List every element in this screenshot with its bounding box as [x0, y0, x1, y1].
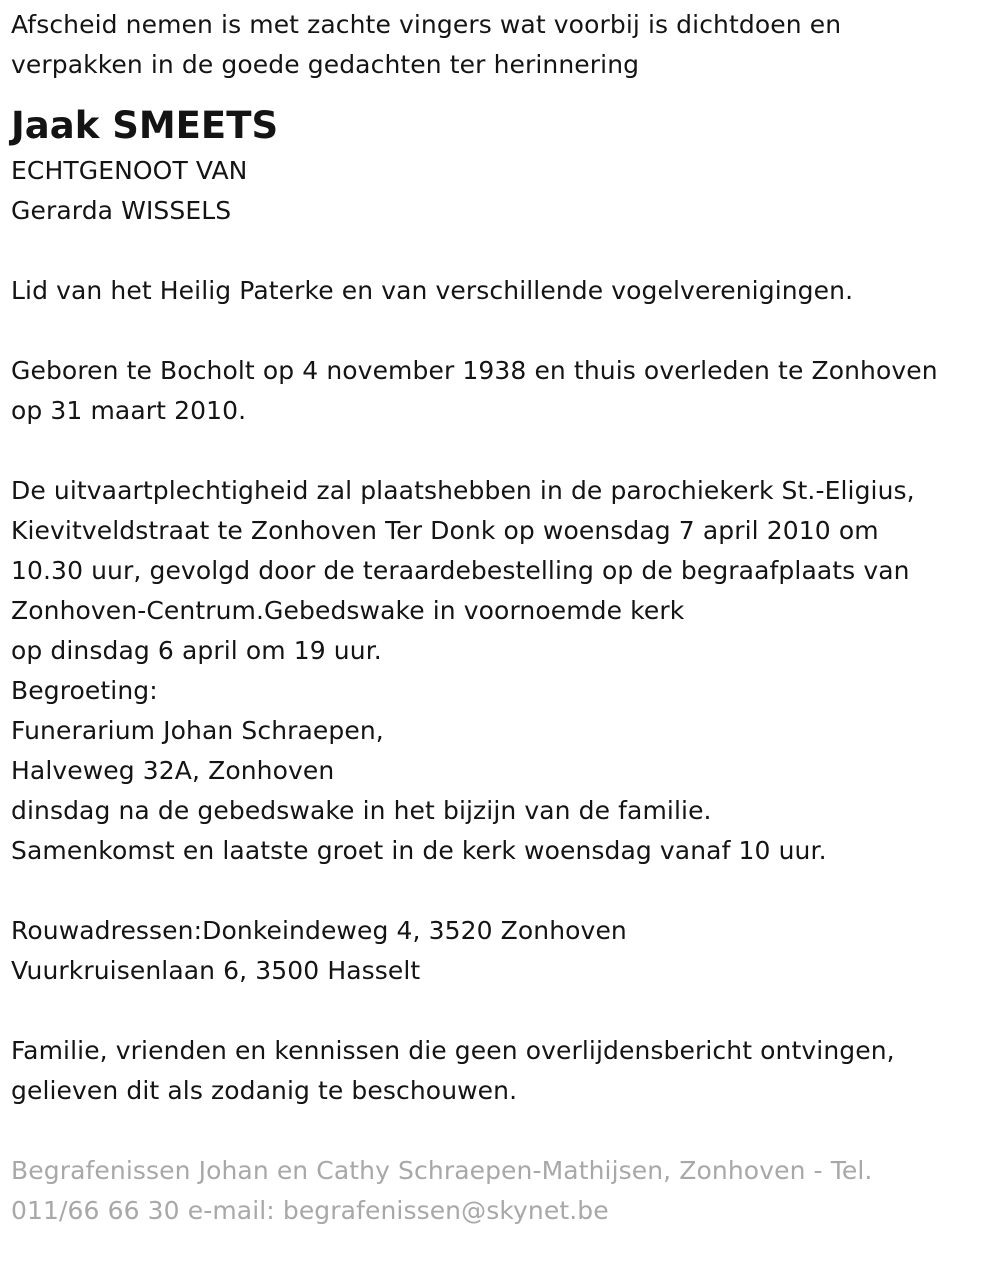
- birth-death-line: op 31 maart 2010.: [11, 396, 247, 425]
- membership-text: Lid van het Heilig Paterke en van verschillende vogelverenigingen.: [11, 276, 854, 305]
- ceremony-line: op dinsdag 6 april om 19 uur.: [11, 636, 382, 665]
- ceremony-line: Zonhoven-Centrum.Gebedswake in voornoemde kerk: [11, 596, 685, 625]
- ceremony-line: De uitvaartplechtigheid zal plaatshebben in de parochiekerk St.-Eligius,: [11, 476, 915, 505]
- ceremony-line: 10.30 uur, gevolgd door de teraardebestelling op de begraafplaats van: [11, 556, 910, 585]
- obituary-notice: [11, 0, 996, 1231]
- ceremony-line: Halveweg 32A, Zonhoven: [11, 756, 335, 785]
- intro-line: verpakken in de goede gedachten ter herinnering: [11, 50, 640, 79]
- footer-line: Begrafenissen Johan en Cathy Schraepen-Mathijsen, Zonhoven - Tel.: [11, 1156, 873, 1185]
- closing-line: Familie, vrienden en kennissen die geen overlijdensbericht ontvingen,: [11, 1036, 895, 1065]
- spacer: [11, 991, 996, 1031]
- spacer: [11, 431, 996, 471]
- closing-paragraph: [11, 1031, 996, 1111]
- ceremony-paragraph: [11, 471, 996, 871]
- intro-line: Afscheid nemen is met zachte vingers wat voorbij is dichtdoen en: [11, 10, 842, 39]
- address-line: Vuurkruisenlaan 6, 3500 Hasselt: [11, 956, 421, 985]
- funeral-home-footer: [11, 1151, 996, 1231]
- relation-label: ECHTGENOOT VAN: [11, 156, 248, 185]
- ceremony-line: Begroeting:: [11, 676, 158, 705]
- spouse-name: Gerarda WISSELS: [11, 196, 232, 225]
- spacer: [11, 311, 996, 351]
- ceremony-line: Kievitveldstraat te Zonhoven Ter Donk op woensdag 7 april 2010 om: [11, 516, 879, 545]
- birth-death-paragraph: [11, 351, 996, 431]
- mourning-addresses: [11, 911, 996, 991]
- footer-line: 011/66 66 30 e-mail: begrafenissen@skynet.be: [11, 1196, 609, 1225]
- ceremony-line: Samenkomst en laatste groet in de kerk woensdag vanaf 10 uur.: [11, 836, 827, 865]
- deceased-name: Jaak SMEETS: [11, 104, 279, 147]
- ceremony-line: dinsdag na de gebedswake in het bijzijn van de familie.: [11, 796, 712, 825]
- spacer: [11, 231, 996, 271]
- ceremony-line: Funerarium Johan Schraepen,: [11, 716, 384, 745]
- spacer: [11, 871, 996, 911]
- intro-quote: [11, 5, 996, 85]
- address-line: Rouwadressen:Donkeindeweg 4, 3520 Zonhoven: [11, 916, 627, 945]
- birth-death-line: Geboren te Bocholt op 4 november 1938 en thuis overleden te Zonhoven: [11, 356, 938, 385]
- closing-line: gelieven dit als zodanig te beschouwen.: [11, 1076, 518, 1105]
- spacer: [11, 1111, 996, 1151]
